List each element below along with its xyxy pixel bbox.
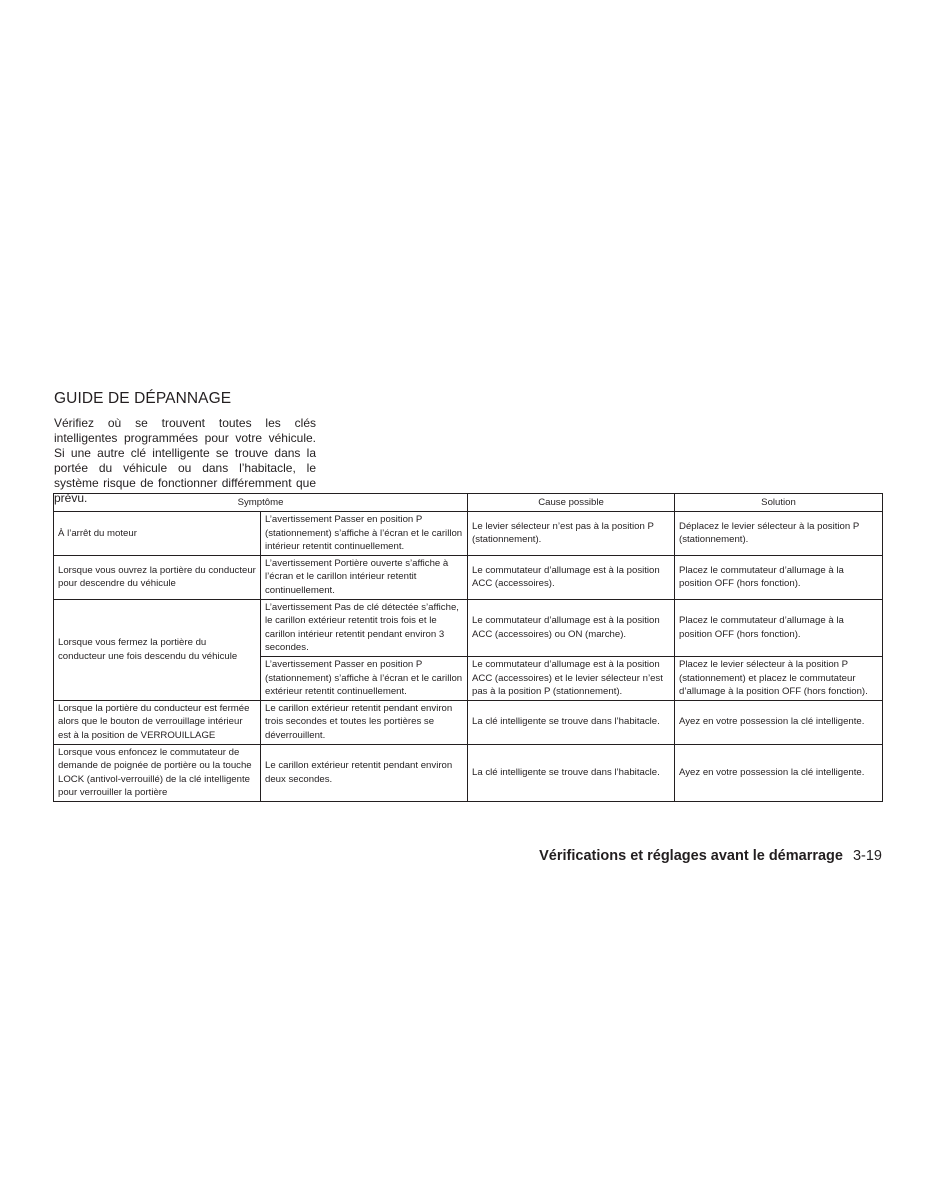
situation-cell: Lorsque vous enfoncez le commutateur de demande de poignée de portière ou la touche LOCK (antivol-verrouillé) de la clé intelligente pour verrouiller la portière <box>54 744 261 801</box>
section-title: GUIDE DE DÉPANNAGE <box>54 390 232 407</box>
solution-cell: Placez le levier sélecteur à la position P (stationnement) et placez le commutateur d’allumage à la position OFF (hors fonction). <box>675 656 883 700</box>
situation-cell: Lorsque la portière du conducteur est fermée alors que le bouton de verrouillage intérieur est à la position de VERROUILLAGE <box>54 700 261 744</box>
cause-cell: Le commutateur d’allumage est à la position ACC (accessoires). <box>468 555 675 599</box>
situation-cell: Lorsque vous ouvrez la portière du conducteur pour descendre du véhicule <box>54 555 261 599</box>
footer-chapter-title: Vérifications et réglages avant le démarrage <box>539 848 843 864</box>
solution-cell: Placez le commutateur d’allumage à la position OFF (hors fonction). <box>675 555 883 599</box>
solution-cell: Ayez en votre possession la clé intelligente. <box>675 744 883 801</box>
situation-cell: À l’arrêt du moteur <box>54 512 261 556</box>
solution-cell: Placez le commutateur d’allumage à la position OFF (hors fonction). <box>675 599 883 656</box>
table-row <box>54 512 883 556</box>
solution-cell: Déplacez le levier sélecteur à la position P (stationnement). <box>675 512 883 556</box>
troubleshooting-table <box>53 493 883 802</box>
table-row <box>54 700 883 744</box>
cause-cell: Le commutateur d’allumage est à la position ACC (accessoires) ou ON (marche). <box>468 599 675 656</box>
cause-cell: Le commutateur d’allumage est à la position ACC (accessoires) et le levier sélecteur n’est pas à la position P (stationnement). <box>468 656 675 700</box>
indication-cell: Le carillon extérieur retentit pendant environ trois secondes et toutes les portières se déverrouillent. <box>261 700 468 744</box>
header-cause: Cause possible <box>468 494 675 512</box>
indication-cell: L’avertissement Portière ouverte s’affiche à l’écran et le carillon intérieur retentit continuellement. <box>261 555 468 599</box>
table-header-row <box>54 494 883 512</box>
indication-cell: L’avertissement Pas de clé détectée s’affiche, le carillon extérieur retentit trois fois et le carillon intérieur retentit pendant environ 3 secondes. <box>261 599 468 656</box>
header-solution: Solution <box>675 494 883 512</box>
cause-cell: Le levier sélecteur n’est pas à la position P (stationnement). <box>468 512 675 556</box>
header-symptom: Symptôme <box>54 494 468 512</box>
table-row <box>54 744 883 801</box>
situation-cell: Lorsque vous fermez la portière du conducteur une fois descendu du véhicule <box>54 599 261 700</box>
page-number: 3-19 <box>852 848 882 864</box>
table-row <box>54 599 883 656</box>
indication-cell: L’avertissement Passer en position P (stationnement) s’affiche à l’écran et le carillon extérieur retentit continuellement. <box>261 656 468 700</box>
indication-cell: Le carillon extérieur retentit pendant environ deux secondes. <box>261 744 468 801</box>
intro-paragraph: Vérifiez où se trouvent toutes les clés intelligentes programmées pour votre véhicule. Si une autre clé intelligente se trouve dans la portée du véhicule ou dans l’habitacle, le système risque de fonctionner différemment que prévu. <box>54 416 316 505</box>
cause-cell: La clé intelligente se trouve dans l’habitacle. <box>468 700 675 744</box>
indication-cell: L’avertissement Passer en position P (stationnement) s’affiche à l’écran et le carillon intérieur retentit continuellement. <box>261 512 468 556</box>
solution-cell: Ayez en votre possession la clé intelligente. <box>675 700 883 744</box>
page-footer <box>539 848 882 864</box>
table-row <box>54 555 883 599</box>
cause-cell: La clé intelligente se trouve dans l’habitacle. <box>468 744 675 801</box>
